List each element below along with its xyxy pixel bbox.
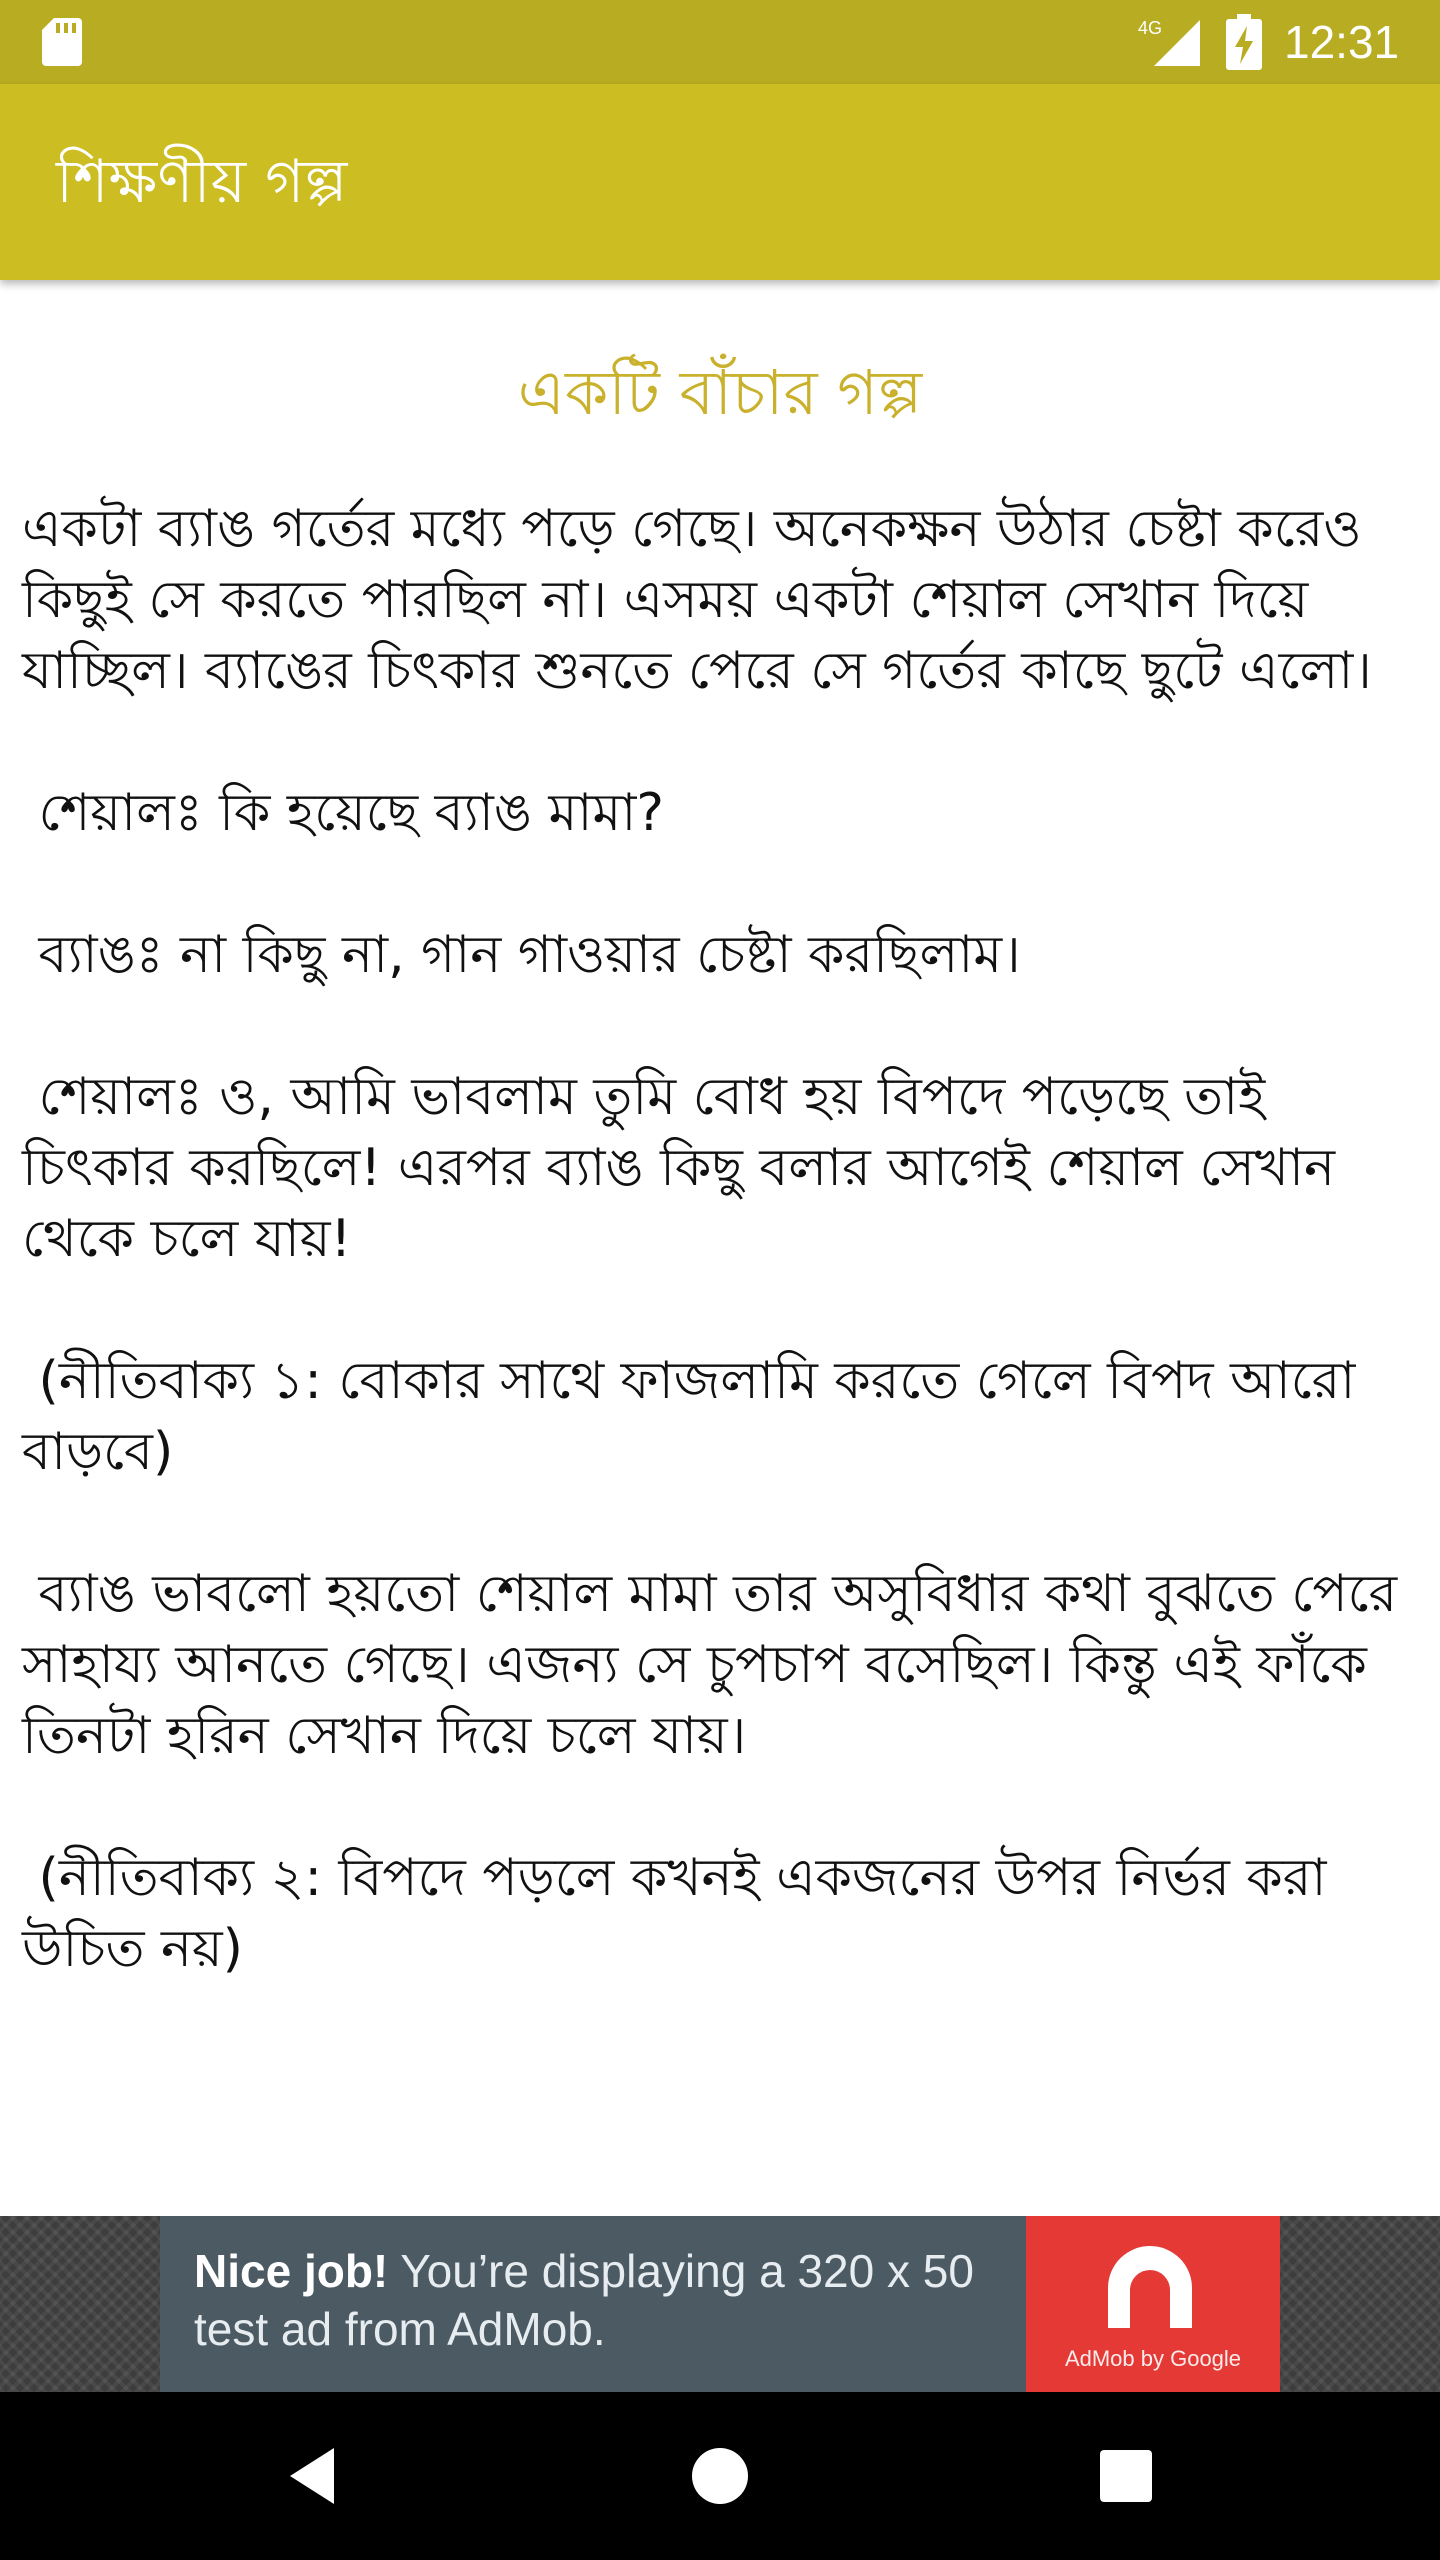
navigation-bar [0, 2392, 1440, 2560]
back-triangle-icon[interactable] [272, 2436, 352, 2516]
app-title: শিক্ষণীয় গল্প [56, 147, 348, 217]
ad-headline: Nice job! [194, 2245, 389, 2297]
story-title: একটি বাঁচার গল্প [517, 356, 923, 429]
sd-card-icon [42, 18, 82, 66]
app-bar [0, 84, 1440, 280]
recent-apps-square-icon[interactable] [1086, 2436, 1166, 2516]
ad-area [0, 2216, 1440, 2392]
home-circle-icon[interactable] [680, 2436, 760, 2516]
network-type-label: 4G [1138, 18, 1163, 38]
test-ad-banner[interactable] [160, 2216, 1280, 2392]
status-clock: 12:31 [1284, 16, 1400, 68]
story-content[interactable] [0, 280, 1440, 2216]
story-body: একটা ব্যাঙ গর্তের মধ্যে পড়ে গেছে। অনেকক্ষন উঠার চেষ্টা করেও কিছুই সে করতে পারছিল না। এসময় একটা শেয়াল সেখান দিয়ে যাচ্ছিল। ব্যাঙের চিৎকার শুনতে পেরে সে গর্তের কাছে ছুটে এলো। শেয়ালঃ কি হয়েছে ব্যাঙ মামা? ব্যাঙঃ না কিছু না, গান গাওয়ার চেষ্টা করছিলাম। শেয়ালঃ ও, আমি ভাবলাম তুমি বোধ হয় বিপদে পড়েছে তাই চিৎকার করছিলে! এরপর ব্যাঙ কিছু বলার আগেই শেয়াল সেখান থেকে চলে যায়! (নীতিবাক্য ১: বোকার সাথে ফাজলামি করতে গেলে বিপদ আরো বাড়বে) ব্যাঙ ভাবলো হয়তো শেয়াল মামা তার অসুবিধার কথা বুঝতে পেরে সাহায্য আনতে গেছে। এজন্য সে চুপচাপ বসেছিল। কিন্তু এই ফাঁকে তিনটা হরিন সেখান দিয়ে চলে যায়। (নীতিবাক্য ২: বিপদে পড়লে কখনই একজনের উপর নির্ভর করা উচিত নয়) [22, 499, 1398, 1979]
status-bar [0, 0, 1440, 84]
admob-logo-icon [1098, 2236, 1208, 2336]
ad-brand: AdMob by Google [1064, 2346, 1242, 2371]
ad-logo-box[interactable] [1026, 2216, 1280, 2392]
signal-4g-icon [1138, 16, 1202, 68]
ad-text [194, 2242, 1014, 2358]
battery-charging-icon [1226, 14, 1262, 70]
ad-message: You’re displaying a 320 x 50 test ad from AdMob. [194, 2245, 974, 2355]
